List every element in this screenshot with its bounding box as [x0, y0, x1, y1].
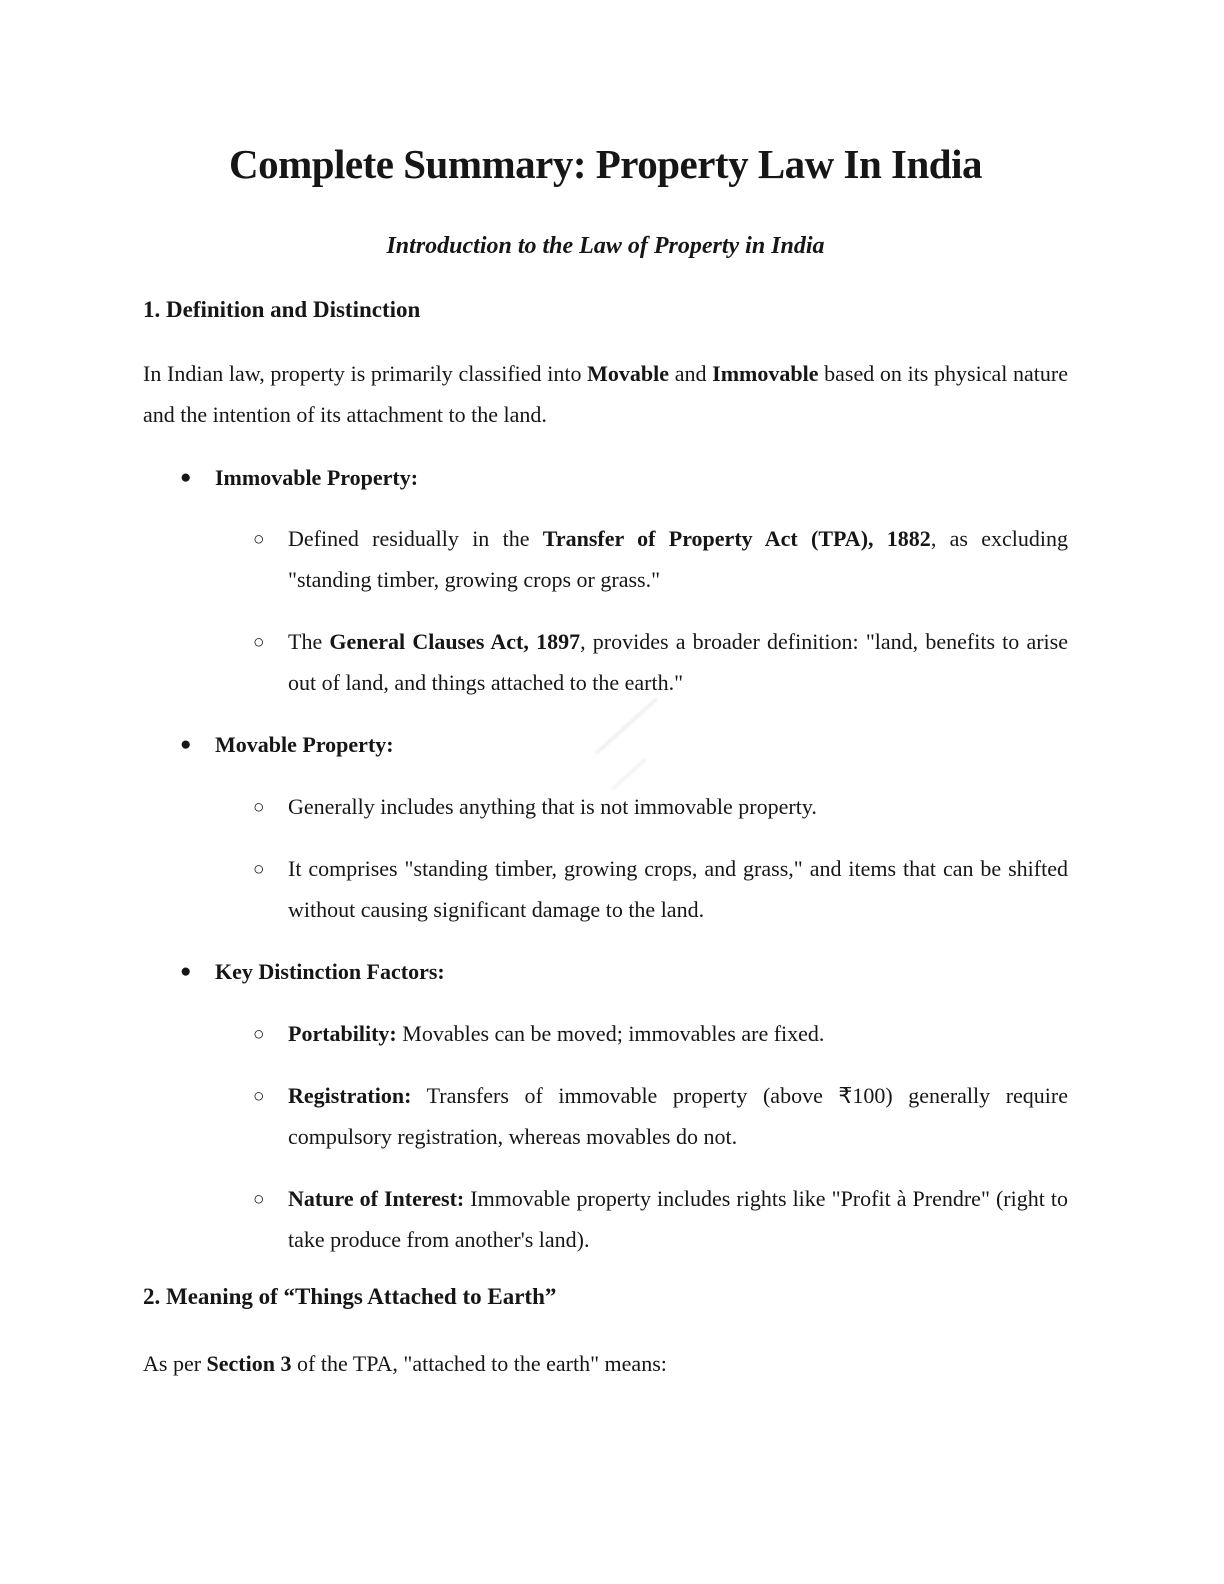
text-run: It comprises "standing timber, growing crops, and grass," and items that can be shifted without causing significant damage to the land.	[288, 856, 1068, 922]
sub-bullet-item	[143, 621, 1068, 703]
section-2-heading: 2. Meaning of “Things Attached to Earth”	[143, 1284, 557, 1309]
sub-bullet-item-registration	[143, 1075, 1068, 1157]
bullet-label: Key Distinction Factors:	[215, 959, 445, 984]
bullet-filled-icon: ●	[180, 467, 192, 488]
term-label: Nature of Interest:	[288, 1186, 465, 1211]
sub-bullet-item	[143, 848, 1068, 930]
text-run: Generally includes anything that is not immovable property.	[288, 794, 817, 819]
bullet-hollow-icon: ○	[253, 529, 265, 550]
text-run: , provides a broader definition: "land, benefits to arise out of land, and things attached to the earth."	[288, 629, 1068, 695]
section-1-intro-paragraph	[143, 353, 1068, 435]
bullet-hollow-icon: ○	[253, 797, 265, 818]
bullet-hollow-icon: ○	[253, 1189, 265, 1210]
text-run: Transfers of immovable property (above ₹100) generally require compulsory registration, whereas movables do not.	[288, 1083, 1068, 1149]
bold-text-run: Transfer of Property Act (TPA), 1882	[542, 526, 931, 551]
bullet-hollow-icon: ○	[253, 1086, 265, 1107]
sub-bullet-item-nature-of-interest	[143, 1178, 1068, 1260]
sub-bullet-item	[143, 786, 1068, 827]
bullet-label: Immovable Property:	[215, 465, 419, 490]
text-run: Defined residually in the	[288, 526, 543, 551]
bullet-filled-icon: ●	[180, 734, 192, 755]
text-run: and	[669, 361, 713, 386]
text-run: Movables can be moved; immovables are fixed.	[396, 1021, 825, 1046]
text-run: , as excluding "standing timber, growing crops or grass."	[288, 526, 1068, 592]
bullet-item-movable	[143, 724, 1068, 765]
bullet-item-key-factors	[143, 951, 1068, 992]
bullet-filled-icon: ●	[180, 961, 192, 982]
text-run: The	[288, 629, 330, 654]
bullet-hollow-icon: ○	[253, 1024, 265, 1045]
bullet-item-immovable	[143, 457, 1068, 498]
term-label: Portability:	[288, 1021, 397, 1046]
section-1-heading: 1. Definition and Distinction	[143, 297, 421, 322]
bold-text-run: General Clauses Act, 1897	[329, 629, 581, 654]
bullet-label: Movable Property:	[215, 732, 394, 757]
text-run: In Indian law, property is primarily classified into	[143, 361, 588, 386]
text-run: of the TPA, "attached to the earth" means:	[291, 1351, 667, 1376]
text-run: As per	[143, 1351, 207, 1376]
bullet-hollow-icon: ○	[253, 632, 265, 653]
text-run: Immovable property includes rights like "Profit à Prendre" (right to take produce from another's land).	[288, 1186, 1068, 1252]
text-run: based on its physical nature and the intention of its attachment to the land.	[143, 361, 1068, 427]
bold-text-run: Movable	[587, 361, 670, 386]
document-content	[0, 140, 1224, 1384]
document-title: Complete Summary: Property Law In India	[228, 141, 983, 187]
bold-text-run: Section 3	[206, 1351, 292, 1376]
section-2-intro-paragraph	[143, 1343, 1068, 1384]
sub-bullet-item-portability	[143, 1013, 1068, 1054]
term-label: Registration:	[288, 1083, 412, 1108]
bold-text-run: Immovable	[712, 361, 819, 386]
sub-bullet-item	[143, 518, 1068, 600]
bullet-hollow-icon: ○	[253, 859, 265, 880]
document-subtitle: Introduction to the Law of Property in India	[386, 233, 825, 259]
